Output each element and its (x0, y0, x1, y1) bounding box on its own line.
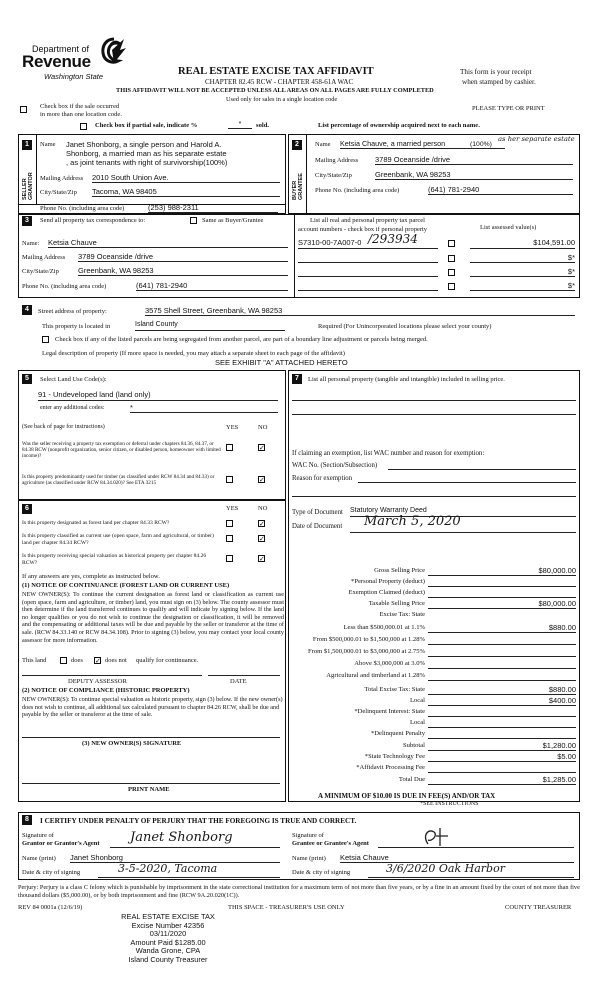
seller-name-line2[interactable]: Shonborg, a married man as his separate estate (66, 149, 227, 158)
parcel-number-1[interactable]: S7310-00-7A007-0 (298, 238, 438, 249)
seller-city-label: City/State/Zip (40, 189, 77, 196)
sec6-q1-yes-checkbox[interactable] (226, 520, 233, 527)
buyer-phone-value[interactable]: (641) 781-2940 (428, 185, 573, 195)
section-6-badge: 6 (22, 504, 32, 514)
grantee-print-label: Name (print) (292, 855, 326, 862)
affidavit-fee-label: *Affidavit Processing Fee (356, 764, 425, 771)
legal-description-label: Legal description of property (If more space is needed, you may attach a separate sheet to each page of the affidavit) (42, 350, 345, 357)
please-type-note: PLEASE TYPE OR PRINT (472, 105, 545, 112)
personal-property-label: List all personal property (tangible and intangible) included in selling price. (308, 376, 505, 383)
partial-sale-sold: sold. (256, 122, 270, 129)
buyer-name-handwritten: as her separate estate (498, 135, 575, 143)
sec5-question-1: Was the seller receiving a property tax exemption or deferral under chapters 84.36, 84.37, or 84.38 RCW (nonprofit organization, senior citizen, or disabled person, homeowner with limited income)? (22, 441, 221, 459)
legal-description-value[interactable]: SEE EXHIBIT "A" ATTACHED HERETO (215, 358, 348, 367)
notice-2-title: (2) NOTICE OF COMPLIANCE (HISTORIC PROPERTY) (22, 687, 190, 694)
single-location-note: Used only for sales in a single location code (226, 96, 338, 103)
sec6-question-2: Is this property classified as current use (open space, farm and agricultural, or timber) land per chapter 84.34 RCW? (22, 533, 214, 546)
minimum-due-note: A MINIMUM OF $10.00 IS DUE IN FEE(S) AND/OR TAX (318, 792, 496, 800)
grantor-signature[interactable]: Janet Shonborg (110, 830, 280, 848)
gross-price-label: Gross Selling Price (374, 567, 425, 574)
grantor-print-label: Name (print) (22, 855, 56, 862)
doc-date-value[interactable]: March 5, 2020 (350, 514, 576, 533)
county-treasurer-label: COUNTY TREASURER (505, 904, 572, 911)
sec6-q2-yes-checkbox[interactable] (226, 535, 233, 542)
sec6-q1-no-checkbox[interactable]: ✓ (259, 520, 265, 528)
exemption-label: If claiming an exemption, list WAC number and reason for exemption: (292, 450, 485, 457)
delinquent-penalty-value[interactable] (428, 729, 576, 739)
tier-3-label: From $1,500,000.01 to $3,000,000 at 2.75% (307, 648, 425, 655)
multiple-location-checkbox[interactable] (20, 106, 27, 113)
parcel-4-checkbox[interactable] (448, 283, 455, 290)
sec6-q2-no-checkbox[interactable]: ✓ (259, 535, 265, 543)
tier-4-value[interactable] (428, 659, 576, 669)
new-owner-signature-label: (3) NEW OWNER(S) SIGNATURE (82, 740, 182, 747)
doc-type-label: Type of Document (292, 509, 343, 516)
seller-name-line1[interactable]: Janet Shonborg, a single person and Harold A. (66, 140, 222, 149)
corr-phone-value[interactable]: (641) 781-2940 (136, 281, 288, 291)
section-2-badge: 2 (292, 140, 302, 150)
sec6-question-1: Is this property designated as forest land per chapter 84.33 RCW? (22, 520, 170, 526)
revenue-swirl-icon (100, 36, 128, 66)
logo-dept-line3: Washington State (44, 72, 104, 81)
notice-2-body: NEW OWNER(S): To continue special valuation as historic property, sign (3) below. If the new owner(s) does not wish to continue, all additional tax calculated pursuant to chapter 84.26 RCW, shall be due and payable by the seller or transferor at the time of sale. (22, 696, 283, 719)
sec5-yes-header: YES (226, 424, 239, 431)
stamp-line-2: Excise Number 42356 (131, 920, 205, 930)
seller-phone-label: Phone No. (including area code) (40, 205, 125, 212)
multiple-location-label-2: in more than one location code. (40, 111, 122, 118)
buyer-vertical-label: BUYER GRANTEE (292, 173, 304, 200)
logo-dept-line1: Department of (32, 44, 90, 54)
form-chapter: CHAPTER 82.45 RCW - CHAPTER 458-61A WAC (205, 78, 354, 86)
seller-city-value[interactable]: Tacoma, WA 98405 (92, 187, 280, 197)
same-as-buyer-checkbox[interactable] (190, 217, 197, 224)
sec5-q2-yes-checkbox[interactable] (226, 476, 233, 483)
subtotal-value[interactable]: $1,280.00 (428, 741, 576, 751)
deputy-date-label: DATE (230, 678, 247, 685)
deputy-date-line[interactable] (208, 668, 280, 676)
sec6-q3-yes-checkbox[interactable] (226, 555, 233, 562)
section-4-badge: 4 (22, 305, 32, 315)
assessed-value-1[interactable]: $104,591.00 (470, 238, 575, 249)
deputy-assessor-label: DEPUTY ASSESSOR (68, 678, 127, 685)
multiple-location-label-1: Check box if the sale occurred (40, 103, 120, 110)
parcel-2-checkbox[interactable] (448, 255, 455, 262)
tier-2-value[interactable] (428, 635, 576, 645)
county-select[interactable]: Island County (135, 321, 285, 331)
stamp-line-1: REAL ESTATE EXCISE TAX (121, 912, 215, 921)
reason-input-2[interactable] (292, 488, 576, 497)
exemption-deduct-value[interactable] (428, 588, 576, 598)
land-does-not-checkbox[interactable]: ✓ (95, 657, 101, 665)
reason-label: Reason for exemption (292, 475, 353, 482)
stamp-line-3: 03/11/2020 (149, 929, 187, 939)
affidavit-fee-value[interactable] (428, 763, 576, 773)
local-value[interactable]: $400.00 (428, 696, 576, 706)
additional-codes-label: enter any additional codes: (40, 405, 105, 411)
section-8-badge: 8 (22, 815, 32, 825)
total-state-label: Total Excise Tax: State (364, 686, 425, 693)
total-state-value[interactable]: $880.00 (428, 685, 576, 695)
correspondence-label: Send all property tax correspondence to: (40, 217, 146, 224)
buyer-name-percent: (100%) (470, 141, 492, 148)
taxable-price-label: Taxable Selling Price (368, 600, 425, 607)
grantee-date-value[interactable]: 3/6/2020 Oak Harbor (368, 862, 574, 878)
tech-fee-value[interactable]: $5.00 (428, 752, 576, 762)
wac-label: WAC No. (Section/Subsection) (292, 462, 378, 469)
land-does-label: does (71, 657, 83, 664)
wac-input[interactable] (388, 461, 576, 470)
land-use-select[interactable]: 91 - Undeveloped land (land only) (38, 390, 278, 401)
parcel-header-1: List all real and personal property tax parcel (310, 217, 425, 224)
assessed-value-4[interactable]: $* (470, 281, 575, 291)
buyer-mailing-label: Mailing Address (315, 157, 359, 164)
perjury-notice: Perjury: Perjury is a class C felony which is punishable by imprisonment in the state correctional institution for a maximum term of not more than five years, or by a fine in an amount fixed by the court of not more than five thousand dollars ($5,000.00), or by both imprisonment and fine (RCW 9A.20.020(1C)). (18, 884, 580, 899)
see-back-note: (See back of page for instructions) (22, 424, 105, 430)
grantee-date-label: Date & city of signing (292, 869, 351, 876)
grantor-date-label: Date & city of signing (22, 869, 81, 876)
land-does-not-label: does not (105, 657, 127, 664)
sec6-question-3: Is this property receiving special valuation as historical property per chapter 84.26 RCW? (22, 553, 207, 566)
corr-city-value[interactable]: Greenbank, WA 98253 (78, 266, 288, 276)
section-5-badge: 5 (22, 374, 32, 384)
treasurer-stamp (118, 913, 218, 965)
assessed-value-3[interactable]: $* (470, 267, 575, 277)
excise-state-label: Excise Tax: State (379, 611, 425, 618)
local-label: Local (409, 697, 425, 704)
buyer-phone-label: Phone No. (including area code) (315, 187, 400, 194)
sec5-no-header: NO (258, 424, 268, 431)
parcel-3-checkbox[interactable] (448, 269, 455, 276)
segregated-label: Check box if any of the listed parcels are being segregated from another parcel, are part of a boundary line adjustment or parcels being merged. (55, 336, 428, 343)
partial-sale-percent[interactable]: * (228, 121, 252, 129)
seller-name-label: Name (40, 141, 56, 148)
street-address-value[interactable]: 3575 Shell Street, Greenbank, WA 98253 (145, 306, 575, 316)
seller-phone-value[interactable]: (253) 988-2311 (148, 203, 278, 213)
buyer-city-value[interactable]: Greenbank, WA 98253 (375, 170, 573, 180)
delinquent-local-value[interactable] (428, 718, 576, 728)
parcel-1-checkbox[interactable] (448, 240, 455, 247)
form-revision: REV 84 0001a (12/6/19) (18, 904, 83, 911)
doc-type-value[interactable]: Statutory Warranty Deed (350, 507, 576, 517)
print-name-line[interactable] (22, 776, 280, 784)
grantor-date-value[interactable]: 3-5-2020, Tacoma (98, 862, 280, 878)
total-due-value[interactable]: $1,285.00 (428, 775, 576, 785)
segregated-checkbox[interactable] (42, 336, 49, 343)
located-in-label: This property is located in (42, 323, 111, 330)
parcel-header-2: account numbers - check box if personal property (298, 226, 428, 233)
seller-mailing-value[interactable]: 2010 South Union Ave. (92, 173, 280, 183)
tier-2-label: From $500,000.01 to $1,500,000 at 1.28% (312, 636, 425, 643)
corr-name-label: Name: (22, 240, 40, 247)
seller-name-line3[interactable]: , as joint tenants with right of survivorship(100%) (66, 158, 228, 167)
buyer-mailing-value[interactable]: 3789 Oceanside /drive (375, 155, 573, 165)
corr-phone-label: Phone No. (including area code) (22, 283, 107, 290)
ownership-note: List percentage of ownership acquired next to each name. (318, 122, 480, 129)
grantee-signature-mark (418, 826, 458, 848)
deputy-assessor-line[interactable] (22, 668, 202, 676)
grantee-sig-label-2: Grantee or Grantee's Agent (292, 840, 369, 847)
total-due-label: Total Due (398, 776, 425, 783)
sec5-question-2: Is this property predominantly used for timber (as classified under RCW 84.34 and 84.33) or agriculture (as classified under RCW 84.34.020)? See ETA 3215 (22, 474, 215, 486)
section-3-badge: 3 (22, 216, 32, 226)
corr-mailing-label: Mailing Address (22, 254, 66, 261)
sec6-yes-header: YES (226, 505, 239, 512)
county-required-note: Required (For Unincorporated locations please select your county) (318, 323, 492, 330)
reason-input[interactable] (358, 474, 576, 483)
partial-sale-label: Check box if partial sale, indicate % (95, 122, 198, 129)
delinquent-penalty-label: *Delinquent Penalty (370, 730, 425, 737)
agri-value[interactable] (428, 671, 576, 681)
assessed-header: List assessed value(s) (480, 224, 537, 231)
notice-1-body: NEW OWNER(S): To continue the current designation as forest land or classification as current use (open space, farm and agriculture, or timber) land, you must sign on (3) below. The county assessor must then determine if the land transferred continues to qualify and will indicate by signing below. If the land no longer qualifies or you do not wish to continue the designation or classification, it will be removed and the compensating or additional taxes will be due and payable by the seller or transferor at the time of sale. (RCW 84.33.140 or RCW 84.34.108). Prior to signing (3) below, you may contact your local county assessor for more information. (22, 591, 284, 644)
receipt-note-2: when stamped by cashier. (462, 78, 536, 86)
new-owner-signature-line[interactable] (22, 730, 280, 738)
revenue-logo (22, 34, 132, 84)
sec6-q3-no-checkbox[interactable]: ✓ (259, 555, 265, 563)
doc-date-label: Date of Document (292, 523, 343, 530)
parcel-number-4[interactable] (298, 281, 438, 291)
grantor-print-value[interactable]: Janet Shonborg (70, 853, 280, 863)
assessed-value-2[interactable]: $* (470, 253, 575, 263)
exemption-deduct-label: Exemption Claimed (deduct) (348, 589, 425, 596)
stamp-line-5: Wanda Grone, CPA (135, 946, 201, 956)
gross-price-value[interactable]: $80,000.00 (428, 566, 576, 576)
form-title: REAL ESTATE EXCISE TAX AFFIDAVIT (178, 66, 374, 77)
sec6-no-header: NO (258, 505, 268, 512)
sec5-q1-no-checkbox[interactable]: ✓ (259, 444, 265, 452)
tech-fee-label: *State Technology Fee (364, 753, 425, 760)
tier-3-value[interactable] (428, 647, 576, 657)
street-address-label: Street address of property: (38, 308, 107, 315)
logo-dept-line2: Revenue (22, 52, 91, 71)
tier-1-value[interactable]: $880.00 (428, 623, 576, 633)
notice-1-title: (1) NOTICE OF CONTINUANCE (FOREST LAND OR CURRENT USE) (22, 582, 230, 589)
buyer-name-label: Name (315, 141, 331, 148)
seller-vertical-label: SELLER GRANTOR (22, 172, 34, 200)
parcel-number-handwritten: /293934 (368, 232, 418, 246)
buyer-city-label: City/State/Zip (315, 172, 352, 179)
this-land-label: This land (22, 657, 47, 664)
additional-codes-input[interactable]: * (130, 403, 278, 413)
partial-sale-checkbox[interactable] (80, 123, 87, 130)
grantor-sig-label-1: Signature of (22, 832, 54, 839)
section-7-badge: 7 (292, 374, 302, 384)
agri-label: Agricultural and timberland at 1.28% (326, 672, 425, 679)
personal-property-line-1[interactable] (292, 393, 576, 401)
corr-name-value[interactable]: Ketsia Chauve (48, 238, 288, 248)
grantee-signature[interactable] (378, 830, 574, 848)
stamp-line-6: Island County Treasurer (128, 954, 208, 964)
corr-city-label: City/State/Zip (22, 268, 59, 275)
tier-4-label: Above $3,000,000 at 3.0% (354, 660, 425, 667)
buyer-name-value[interactable]: Ketsia Chauve, a married person (340, 139, 505, 149)
grantor-sig-label-2: Grantor or Grantor's Agent (22, 840, 100, 847)
form-warning: THIS AFFIDAVIT WILL NOT BE ACCEPTED UNLESS ALL AREAS ON ALL PAGES ARE FULLY COMPLETED (116, 87, 434, 94)
grantee-print-value[interactable]: Ketsia Chauve (340, 853, 574, 863)
same-as-buyer-label: Same as Buyer/Grantee (202, 217, 264, 224)
land-use-label: Select Land Use Code(s): (40, 376, 107, 383)
grantee-sig-label-1: Signature of (292, 832, 324, 839)
land-does-checkbox[interactable] (60, 657, 67, 664)
taxable-price-value[interactable]: $80,000.00 (428, 599, 576, 609)
sec5-q1-yes-checkbox[interactable] (226, 444, 233, 451)
print-name-label: PRINT NAME (128, 786, 170, 793)
personal-property-deduct-value[interactable] (428, 577, 576, 587)
delinquent-state-value[interactable] (428, 707, 576, 717)
section-1-badge: 1 (22, 140, 32, 150)
parcel-number-3[interactable] (298, 267, 438, 277)
personal-property-line-2[interactable] (292, 407, 576, 415)
see-instructions-note: *SEE INSTRUCTIONS (420, 801, 479, 807)
sec6-if-yes-note: If any answers are yes, complete as instructed below. (22, 573, 160, 580)
receipt-note-1: This form is your receipt (460, 68, 532, 76)
subtotal-label: Subtotal (403, 742, 425, 749)
certify-statement: I CERTIFY UNDER PENALTY OF PERJURY THAT THE FOREGOING IS TRUE AND CORRECT. (40, 817, 357, 825)
corr-mailing-value[interactable]: 3789 Oceanside /drive (78, 252, 288, 262)
tier-1-label: Less than $500,000.01 at 1.1% (343, 624, 425, 631)
delinquent-state-label: *Delinquent Interest: State (354, 708, 425, 715)
stamp-line-4: Amount Paid $1285.00 (130, 937, 206, 947)
treasurer-use-only: THIS SPACE - TREASURER'S USE ONLY (228, 904, 345, 911)
seller-mailing-label: Mailing Address (40, 175, 84, 182)
personal-property-deduct-label: *Personal Property (deduct) (351, 578, 425, 585)
parcel-number-2[interactable] (298, 253, 438, 263)
delinquent-local-label: Local (409, 719, 425, 726)
qualify-label: qualify for continuance. (136, 657, 199, 664)
sec5-q2-no-checkbox[interactable]: ✓ (259, 476, 265, 484)
